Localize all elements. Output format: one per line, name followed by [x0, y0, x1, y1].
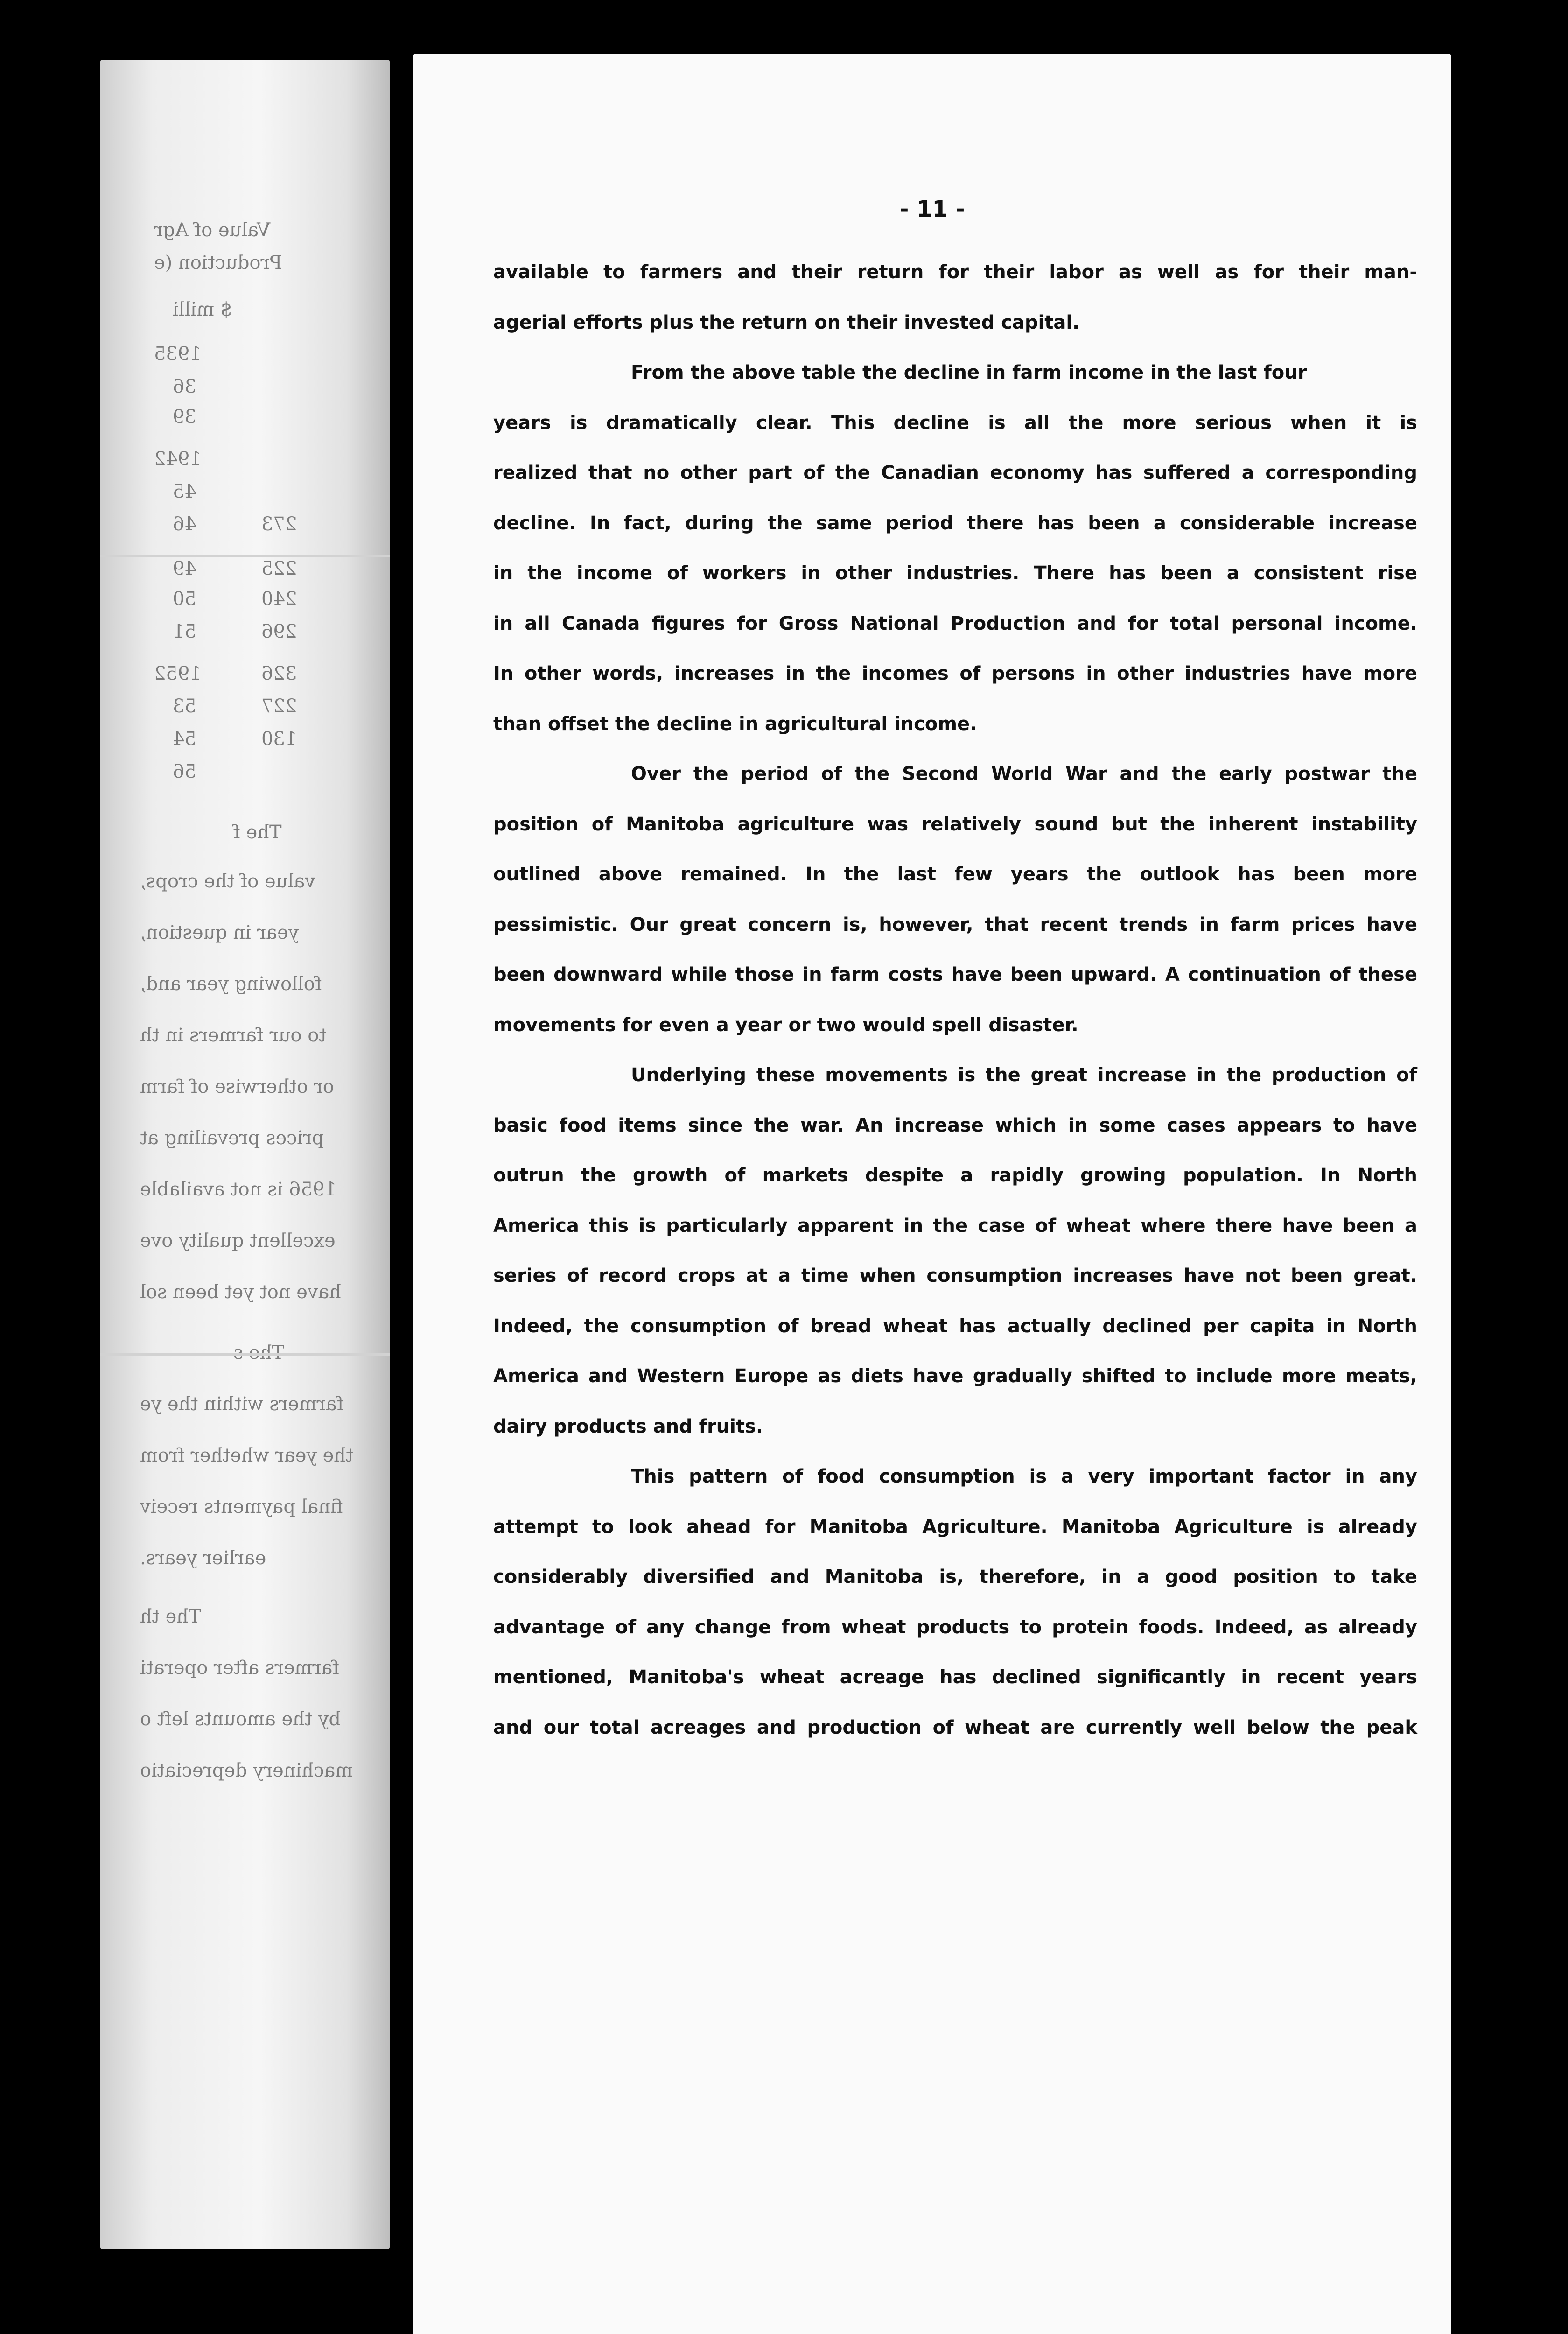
bleed-through-text: 51	[173, 621, 196, 642]
bleed-through-text: year in question,	[140, 922, 299, 943]
bleed-through-text: The f	[233, 822, 282, 843]
bleed-through-text: 225	[261, 558, 297, 579]
left-facing-page	[100, 60, 390, 2249]
text-line: pessimistic. Our great concern is, however, that recent trends in farm prices have	[493, 914, 1417, 935]
bleed-through-text: the year whether from	[140, 1445, 354, 1466]
bleed-through-text: 45	[173, 481, 196, 502]
bleed-through-text: 50	[173, 588, 196, 610]
text-line: In other words, increases in the incomes of persons in other industries have more	[493, 663, 1417, 684]
body-text	[493, 247, 1417, 1753]
text-line: available to farmers and their return for their labor as well as for their man-	[493, 261, 1417, 283]
text-line: America this is particularly apparent in the case of wheat where there have been a	[493, 1215, 1417, 1237]
bleed-through-text: 53	[173, 696, 196, 717]
text-line: years is dramatically clear. This decline is all the more serious when it is	[493, 412, 1417, 434]
bleed-through-text: 1952	[154, 663, 202, 684]
text-line: than offset the decline in agricultural income.	[493, 713, 977, 735]
bleed-through-text: 49	[173, 558, 196, 579]
text-line: basic food items since the war. An increase which in some cases appears to have	[493, 1114, 1417, 1136]
fold-top	[100, 555, 390, 557]
text-line: in the income of workers in other industries. There has been a consistent rise	[493, 562, 1417, 584]
bleed-through-text: 227	[261, 696, 297, 717]
text-line: This pattern of food consumption is a very important factor in any	[631, 1466, 1417, 1487]
text-line: been downward while those in farm costs have been upward. A continuation of these	[493, 964, 1417, 985]
bleed-through-text: following year and,	[140, 973, 322, 995]
bleed-through-text: 56	[173, 761, 196, 782]
bleed-through-text: earlier years.	[140, 1547, 266, 1569]
bleed-through-text: final payments receiv	[140, 1496, 343, 1518]
bleed-through-text: by the amounts left o	[140, 1708, 341, 1730]
text-line: America and Western Europe as diets have gradually shifted to include more meats,	[493, 1365, 1417, 1387]
text-line: advantage of any change from wheat products to protein foods. Indeed, as already	[493, 1616, 1417, 1638]
bleed-through-text: or otherwise of farm	[140, 1076, 334, 1097]
bleed-through-text: 1935	[154, 343, 202, 365]
bleed-through-text: 240	[261, 588, 297, 610]
text-line: dairy products and fruits.	[493, 1415, 763, 1437]
text-line: agerial efforts plus the return on their invested capital.	[493, 311, 1080, 333]
text-line: position of Manitoba agriculture was relatively sound but the inherent instability	[493, 813, 1417, 835]
text-line: movements for even a year or two would spell disaster.	[493, 1014, 1078, 1036]
bleed-through-text: 54	[173, 728, 196, 750]
bleed-through-text: $ milli	[173, 299, 232, 320]
bleed-through-text: Value of Agr	[154, 219, 271, 241]
bleed-through-text: Production (e	[154, 252, 282, 274]
text-line: decline. In fact, during the same period there has been a considerable increase	[493, 512, 1417, 534]
fold-mid	[100, 1353, 390, 1356]
bleed-through-text: 326	[261, 663, 297, 684]
bleed-through-text: machinery depreciatio	[140, 1760, 353, 1781]
text-line: outrun the growth of markets despite a rapidly growing population. In North	[493, 1165, 1417, 1186]
bleed-through-text: 39	[173, 406, 196, 428]
document-page	[413, 54, 1451, 2334]
bleed-through-text: 273	[261, 513, 297, 535]
text-line: Indeed, the consumption of bread wheat has actually declined per capita in North	[493, 1315, 1417, 1337]
bleed-through-text: have not yet been sol	[140, 1281, 342, 1303]
text-line: in all Canada figures for Gross National Production and for total personal income.	[493, 612, 1417, 634]
bleed-through-text: farmers after operati	[140, 1657, 340, 1679]
bleed-through-text: excellent quality ove	[140, 1230, 336, 1251]
text-line: realized that no other part of the Canadian economy has suffered a corresponding	[493, 462, 1417, 484]
bleed-through-text: 1956 is not available	[140, 1179, 336, 1200]
text-line: series of record crops at a time when consumption increases have not been great.	[493, 1265, 1417, 1287]
bleed-through-text: 130	[261, 728, 297, 750]
text-line: and our total acreages and production of wheat are currently well below the peak	[493, 1716, 1417, 1738]
text-line: considerably diversified and Manitoba is, therefore, in a good position to take	[493, 1566, 1417, 1588]
text-line: Underlying these movements is the great increase in the production of	[631, 1064, 1417, 1086]
text-line: mentioned, Manitoba's wheat acreage has declined significantly in recent years	[493, 1666, 1417, 1688]
text-line: From the above table the decline in farm income in the last four	[631, 362, 1307, 383]
bleed-through-text: prices prevailing at	[140, 1127, 324, 1149]
bleed-through-text: 1942	[154, 448, 202, 470]
bleed-through-text: The th	[140, 1606, 201, 1627]
page-number: - 11 -	[899, 196, 965, 222]
text-line: Over the period of the Second World War and the early postwar the	[631, 763, 1417, 785]
bleed-through-text: 36	[173, 376, 196, 397]
bleed-through-text: 46	[173, 513, 196, 535]
bleed-through-text: 296	[261, 621, 297, 642]
text-line: outlined above remained. In the last few years the outlook has been more	[493, 864, 1417, 885]
text-line: attempt to look ahead for Manitoba Agriculture. Manitoba Agriculture is already	[493, 1516, 1417, 1538]
bleed-through-text: to our farmers in th	[140, 1025, 327, 1046]
bleed-through-text: farmers within the ye	[140, 1393, 344, 1415]
bleed-through-text: value of the crops,	[140, 871, 315, 892]
